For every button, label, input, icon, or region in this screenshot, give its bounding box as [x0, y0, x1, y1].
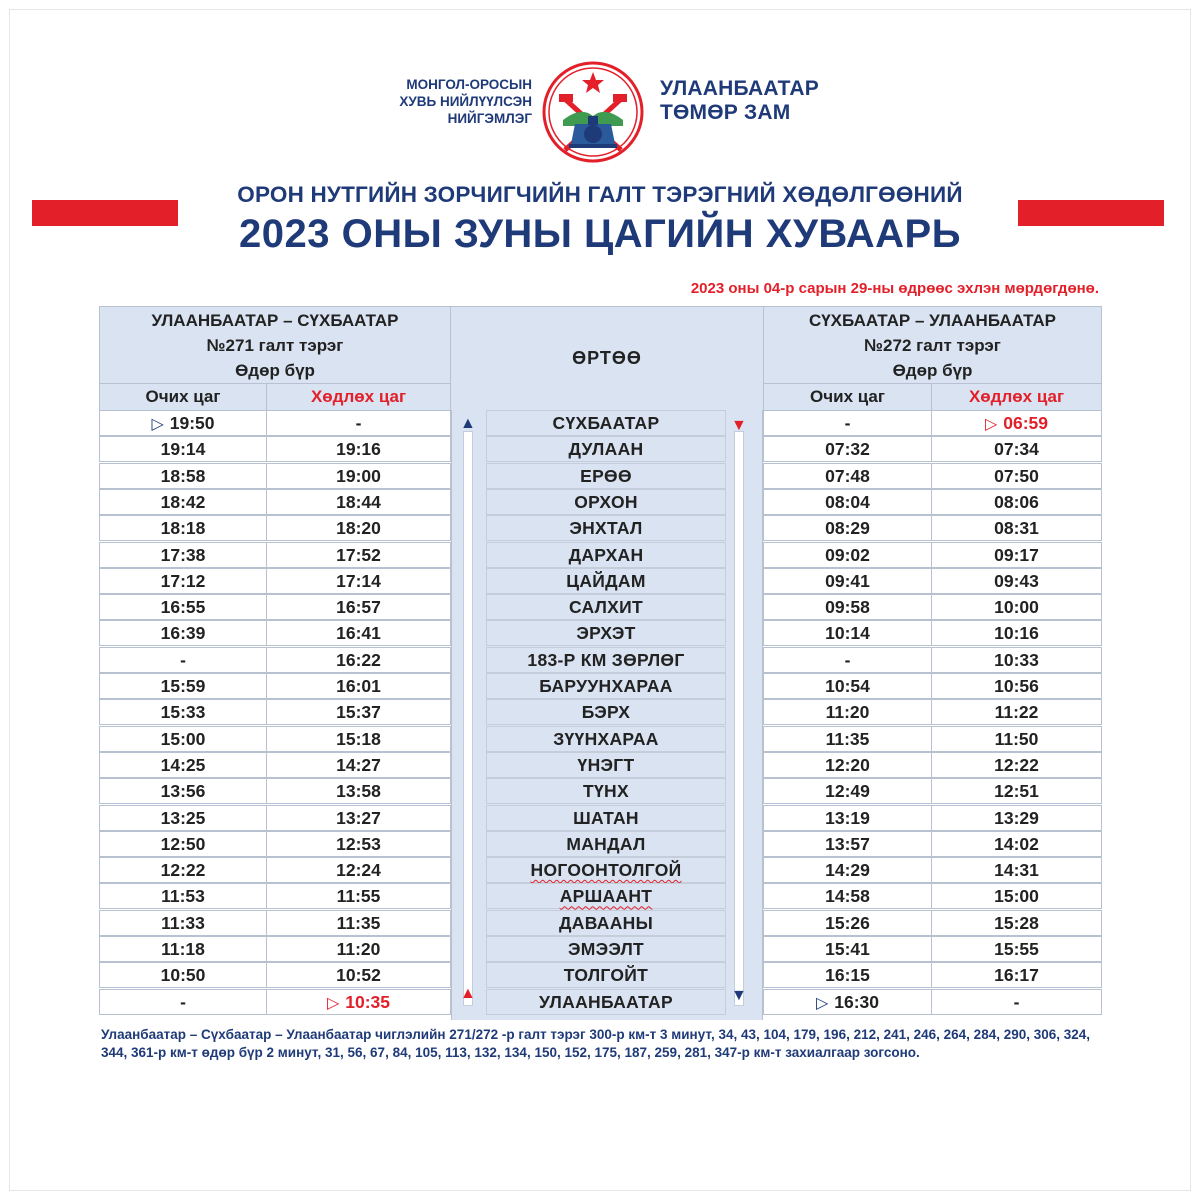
depart-time-271-text: 13:58 [336, 781, 381, 802]
arrive-time-272-text: 16:15 [825, 965, 870, 986]
station-name-text: БАРУУНХАРАА [539, 676, 673, 696]
depart-time-272-text: - [1013, 991, 1020, 1012]
table-row [99, 515, 1102, 541]
org-right-line: ТӨМӨР ЗАМ [660, 101, 791, 124]
arrive-time-271 [99, 778, 267, 804]
arrive-time-272-text: 08:04 [825, 491, 870, 512]
depart-time-271-text: - [355, 413, 362, 433]
station-name-text: ҮНЭГТ [577, 754, 635, 775]
depart-time-272 [931, 831, 1102, 857]
depart-time-271-text: 11:55 [336, 886, 381, 907]
frequency: Өдөр бүр [235, 361, 315, 380]
depart-time-272-text: 11:22 [994, 702, 1039, 723]
arrive-time-272-text: 11:20 [825, 702, 870, 723]
arrive-time-271 [99, 463, 267, 489]
depart-time-272-text: 12:22 [994, 754, 1039, 775]
depart-time-272-text: 08:06 [994, 491, 1039, 512]
station-name [486, 857, 726, 883]
org-name-left [360, 76, 532, 127]
arrive-time-272 [763, 831, 932, 857]
arrive-time-271-text: 13:25 [160, 807, 206, 828]
depart-time-272 [931, 752, 1102, 778]
arrive-time-272-text: 09:41 [825, 570, 870, 591]
depart-time-271 [266, 805, 451, 831]
frequency: Өдөр бүр [892, 361, 973, 380]
arrive-time-271-text: 16:55 [160, 597, 206, 618]
depart-time-272 [931, 936, 1102, 962]
table-row [99, 594, 1102, 620]
station-name-text: МАНДАЛ [566, 833, 646, 854]
depart-time-272 [931, 962, 1102, 988]
arrive-time-271 [99, 620, 267, 646]
org-left-line: ХУВЬ НИЙЛҮҮЛСЭН [399, 94, 532, 109]
depart-time-271-text: 17:52 [336, 544, 381, 565]
station-name-text: ЭРХЭТ [576, 623, 636, 644]
depart-time-271 [266, 568, 451, 594]
arrive-time-271 [99, 962, 267, 988]
arrive-time-271-text: 15:00 [160, 728, 206, 749]
arrive-time-271-text: 17:38 [160, 544, 206, 565]
depart-time-271-text: 19:16 [336, 439, 381, 460]
depart-time-271 [266, 463, 451, 489]
arrow-right-icon: ▷ [984, 416, 998, 433]
arrive-time-271-text: 11:53 [161, 886, 205, 907]
depart-time-271 [266, 620, 451, 646]
station-name [486, 463, 726, 489]
arrive-time-271 [99, 489, 267, 515]
down-arrow-icon: ▼ [731, 417, 747, 434]
arrive-time-271 [99, 752, 267, 778]
depart-time-271-text: 16:57 [336, 597, 381, 618]
depart-time-271 [266, 515, 451, 541]
org-name-right [660, 77, 819, 125]
station-name-text: 183-Р КМ ЗӨРЛӨГ [527, 649, 685, 670]
depart-time-272 [931, 463, 1102, 489]
arrive-time-271 [99, 936, 267, 962]
arrive-time-272 [763, 857, 932, 883]
station-name-text: СҮХБААТАР [552, 413, 660, 433]
arrive-time-272 [763, 410, 932, 436]
depart-time-272-text: 09:43 [994, 570, 1039, 591]
station-name [486, 568, 726, 594]
arrive-time-271 [99, 410, 267, 436]
arrive-time-272 [763, 594, 932, 620]
table-row [99, 410, 1102, 436]
arrive-time-272-text: 10:14 [825, 623, 870, 644]
org-left-line: МОНГОЛ-ОРОСЫН [406, 77, 532, 92]
station-name-text: БЭРХ [581, 702, 631, 723]
depart-time-272 [931, 620, 1102, 646]
arrive-time-271-text: 16:39 [160, 623, 206, 644]
arrive-time-271 [99, 594, 267, 620]
arrive-time-272-text: 09:02 [825, 544, 870, 565]
depart-time-271-text: 16:01 [336, 676, 381, 696]
table-row [99, 647, 1102, 673]
arrive-time-272 [763, 463, 932, 489]
depart-time-272 [931, 436, 1102, 462]
arrive-time-272 [763, 778, 932, 804]
depart-time-272-text: 13:29 [994, 807, 1039, 828]
depart-time-272 [931, 910, 1102, 936]
table-row [99, 989, 1102, 1015]
arrive-time-271 [99, 515, 267, 541]
depart-time-272-text: 06:59 [1003, 413, 1049, 433]
arrive-time-272 [763, 647, 932, 673]
station-name-text: ЭМЭЭЛТ [567, 939, 645, 959]
arrive-time-271-text: 11:33 [161, 912, 205, 933]
arrive-time-271 [99, 883, 267, 909]
station-name [486, 594, 726, 620]
depart-time-272-text: 14:31 [994, 860, 1039, 881]
depart-time-271 [266, 489, 451, 515]
depart-time-271 [266, 857, 451, 883]
depart-time-272-text: 09:17 [994, 544, 1039, 565]
depart-time-272 [931, 989, 1102, 1015]
station-name-text: ТОЛГОЙТ [563, 965, 649, 986]
station-name-text: ТҮНХ [583, 781, 629, 802]
station-name-text: ДАРХАН [568, 544, 644, 565]
station-name-text: ЕРӨӨ [580, 465, 632, 486]
station-name [486, 620, 726, 646]
depart-time-272 [931, 673, 1102, 699]
station-name-text: ОРХОН [574, 491, 638, 512]
footnote: Улаанбаатар – Сүхбаатар – Улаанбаатар чиглэлийн 271/272 -р галт тэрэг 300-р км-т 3 минут, 34, 43, 104, 179, 196, 212, 241, 246, 264, 284, 290, 306, 324, 344, 361-р км-т өдөр бүр 2 минут, 31, 56, 67, 84, 105, 113, 132, 134, 150, 152, 175, 187, 259, 281, 347-р км-т захиалгаар зогсоно. [101, 1027, 1091, 1060]
arrive-time-271-text: - [180, 991, 186, 1012]
title-line-1: ОРОН НУТГИЙН ЗОРЧИГЧИЙН ГАЛТ ТЭРЭГНИЙ ХӨДӨЛГӨӨНИЙ [237, 182, 963, 207]
station-name-text: САЛХИТ [568, 597, 644, 618]
arrive-time-271 [99, 699, 267, 725]
arrive-time-header: Очих цаг [763, 383, 932, 411]
station-name [486, 489, 726, 515]
arrive-time-272-text: 16:30 [834, 991, 880, 1012]
arrive-time-272-text: 14:58 [825, 886, 870, 907]
depart-time-271 [266, 962, 451, 988]
arrive-time-272 [763, 568, 932, 594]
table-row [99, 805, 1102, 831]
arrive-time-272 [763, 752, 932, 778]
depart-time-272 [931, 857, 1102, 883]
arrive-time-272 [763, 726, 932, 752]
arrive-time-271-text: 13:56 [160, 781, 206, 802]
depart-time-272 [931, 647, 1102, 673]
depart-time-271-text: 11:20 [336, 939, 381, 959]
effective-date: 2023 оны 04-р сарын 29-ны өдрөөс эхлэн мөрдөгдөнө. [690, 280, 1099, 297]
arrive-time-272 [763, 436, 932, 462]
arrive-time-272 [763, 673, 932, 699]
arrive-time-272-text: 14:29 [825, 860, 870, 881]
depart-time-271-text: 10:52 [336, 965, 381, 986]
table-row [99, 489, 1102, 515]
depart-time-272-text: 12:51 [994, 781, 1039, 802]
arrow-right-icon: ▷ [151, 416, 164, 433]
org-left-line: НИЙГЭМЛЭГ [447, 111, 532, 126]
station-name-text: АРШААНТ [559, 886, 653, 907]
arrow-right-icon: ▷ [815, 994, 829, 1012]
depart-time-272 [931, 726, 1102, 752]
depart-time-272-text: 14:02 [994, 833, 1039, 854]
depart-time-272 [931, 568, 1102, 594]
depart-time-271-text: 14:27 [336, 754, 381, 775]
arrive-time-272 [763, 805, 932, 831]
station-name [486, 962, 726, 988]
station-name [486, 936, 726, 962]
arrive-time-272-text: 07:32 [825, 439, 870, 460]
arrive-time-271-text: 11:18 [161, 939, 205, 959]
arrive-time-272-text: 11:35 [825, 728, 870, 749]
depart-time-271 [266, 910, 451, 936]
arrive-time-271-text: 18:42 [160, 491, 206, 512]
railway-emblem-logo [541, 60, 645, 164]
station-name-text: ДАВААНЫ [558, 912, 654, 933]
depart-time-271-text: 19:00 [336, 465, 381, 486]
table-row [99, 857, 1102, 883]
arrive-time-272 [763, 699, 932, 725]
table-row [99, 962, 1102, 988]
table-row [99, 752, 1102, 778]
station-name [486, 805, 726, 831]
arrive-time-271 [99, 436, 267, 462]
depart-time-271 [266, 831, 451, 857]
arrive-time-272 [763, 910, 932, 936]
timetable [99, 306, 1102, 1020]
title-line-2: 2023 ОНЫ ЗУНЫ ЦАГИЙН ХУВААРЬ [239, 212, 961, 256]
arrive-time-272-text: 10:54 [825, 676, 870, 696]
depart-time-272-text: 16:17 [994, 965, 1039, 986]
right-route-header [763, 306, 1102, 384]
arrive-time-271 [99, 647, 267, 673]
depart-time-271-text: 13:27 [336, 807, 381, 828]
depart-time-272 [931, 594, 1102, 620]
arrive-time-271-text: 15:33 [160, 702, 206, 723]
station-name-text: НОГООНТОЛГОЙ [530, 860, 682, 881]
depart-time-272 [931, 515, 1102, 541]
arrive-time-271 [99, 831, 267, 857]
depart-time-272-text: 10:33 [994, 649, 1039, 670]
arrive-time-271 [99, 726, 267, 752]
arrive-time-272-text: - [844, 649, 851, 670]
station-name [486, 883, 726, 909]
arrive-time-271 [99, 805, 267, 831]
arrive-time-272-text: 15:26 [825, 912, 870, 933]
depart-time-271 [266, 778, 451, 804]
depart-time-271-text: 17:14 [336, 570, 381, 591]
station-name [486, 673, 726, 699]
depart-time-271-text: 11:35 [336, 912, 381, 933]
depart-time-271-text: 16:22 [336, 649, 381, 670]
arrive-time-272-text: 15:41 [825, 939, 870, 959]
arrive-time-271 [99, 857, 267, 883]
depart-time-271-text: 18:20 [336, 518, 381, 539]
arrive-time-271-text: 18:18 [160, 518, 206, 539]
depart-time-272 [931, 410, 1102, 436]
arrive-time-272 [763, 489, 932, 515]
station-name [486, 831, 726, 857]
table-row [99, 726, 1102, 752]
depart-time-272-text: 15:28 [994, 912, 1039, 933]
depart-time-272-text: 08:31 [994, 518, 1039, 539]
station-name [486, 410, 726, 436]
table-row [99, 910, 1102, 936]
table-row [99, 699, 1102, 725]
arrive-time-271 [99, 568, 267, 594]
arrive-time-271 [99, 910, 267, 936]
arrive-time-272 [763, 515, 932, 541]
route-name: УЛААНБААТАР – СҮХБААТАР [151, 311, 399, 330]
arrive-time-272 [763, 542, 932, 568]
arrive-time-272-text: 08:29 [825, 518, 870, 539]
depart-time-272-text: 11:50 [994, 728, 1039, 749]
station-name [486, 647, 726, 673]
table-row [99, 463, 1102, 489]
station-name [486, 752, 726, 778]
arrive-time-272-text: 13:19 [825, 807, 870, 828]
left-route-header [99, 306, 451, 384]
station-name [486, 910, 726, 936]
station-name-text: ЗҮҮНХАРАА [553, 728, 659, 749]
arrive-time-271-text: 19:14 [160, 439, 206, 460]
depart-time-271-text: 12:24 [336, 860, 381, 881]
arrive-time-header: Очих цаг [99, 383, 267, 411]
table-row [99, 883, 1102, 909]
down-arrow-icon: ▼ [731, 987, 747, 1004]
arrow-right-icon: ▷ [326, 994, 340, 1012]
depart-time-272-text: 10:56 [994, 676, 1039, 696]
up-arrow-icon: ▲ [460, 985, 476, 1002]
depart-time-272-text: 15:00 [994, 886, 1039, 907]
depart-time-272 [931, 489, 1102, 515]
depart-time-272-text: 10:00 [994, 597, 1039, 618]
depart-time-272-text: 07:50 [994, 465, 1039, 486]
station-name [486, 726, 726, 752]
arrive-time-272-text: 12:20 [825, 754, 870, 775]
depart-time-272 [931, 542, 1102, 568]
arrive-time-272-text: 09:58 [825, 597, 870, 618]
depart-time-271 [266, 989, 451, 1015]
station-name-text: ЦАЙДАМ [566, 570, 646, 591]
table-row [99, 568, 1102, 594]
station-column-header: ӨРТӨӨ [450, 306, 764, 411]
depart-time-header: Хөдлөх цаг [931, 383, 1102, 411]
depart-time-271-text: 16:41 [336, 623, 381, 644]
arrive-time-271-text: 12:22 [160, 860, 206, 881]
arrive-time-272 [763, 620, 932, 646]
org-right-line: УЛААНБААТАР [660, 77, 819, 100]
arrive-time-271-text: 10:50 [160, 965, 206, 986]
table-row [99, 673, 1102, 699]
table-row [99, 778, 1102, 804]
arrive-time-272 [763, 883, 932, 909]
table-row [99, 831, 1102, 857]
station-name [486, 436, 726, 462]
arrive-time-271-text: 19:50 [169, 413, 215, 433]
depart-time-271 [266, 594, 451, 620]
table-row [99, 436, 1102, 462]
depart-time-271 [266, 883, 451, 909]
arrive-time-271 [99, 673, 267, 699]
depart-time-271 [266, 936, 451, 962]
station-name-text: ДУЛААН [568, 439, 644, 460]
arrive-time-271 [99, 989, 267, 1015]
depart-time-271 [266, 699, 451, 725]
depart-time-271 [266, 752, 451, 778]
depart-time-271 [266, 410, 451, 436]
depart-time-272 [931, 883, 1102, 909]
depart-time-271 [266, 436, 451, 462]
station-name-text: ШАТАН [573, 807, 639, 828]
arrive-time-271-text: 17:12 [160, 570, 206, 591]
arrive-time-271-text: - [180, 649, 186, 670]
table-row [99, 620, 1102, 646]
station-name [486, 542, 726, 568]
depart-time-271-text: 15:18 [336, 728, 381, 749]
depart-time-272 [931, 778, 1102, 804]
depart-time-271-text: 10:35 [345, 991, 391, 1012]
station-name [486, 699, 726, 725]
station-name-text: УЛААНБААТАР [539, 991, 673, 1012]
depart-time-271 [266, 726, 451, 752]
train-number: №272 галт тэрэг [864, 336, 1001, 355]
arrive-time-271-text: 18:58 [160, 465, 206, 486]
up-arrow-icon: ▲ [460, 415, 476, 432]
arrive-time-272-text: 12:49 [825, 781, 870, 802]
depart-time-271-text: 18:44 [336, 491, 381, 512]
train-number: №271 галт тэрэг [206, 336, 344, 355]
depart-time-272-text: 10:16 [994, 623, 1039, 644]
depart-time-271-text: 15:37 [336, 702, 381, 723]
arrive-time-271-text: 12:50 [160, 833, 206, 854]
depart-time-271-text: 12:53 [336, 833, 381, 854]
station-name [486, 515, 726, 541]
arrive-time-271-text: 14:25 [160, 754, 206, 775]
table-row [99, 936, 1102, 962]
arrive-time-272 [763, 936, 932, 962]
route-name: СҮХБААТАР – УЛААНБААТАР [808, 311, 1057, 330]
depart-time-271 [266, 647, 451, 673]
depart-time-272-text: 07:34 [994, 439, 1039, 460]
depart-time-272 [931, 699, 1102, 725]
depart-time-header: Хөдлөх цаг [266, 383, 451, 411]
arrive-time-272-text: 07:48 [825, 465, 870, 486]
station-name [486, 778, 726, 804]
depart-time-272-text: 15:55 [994, 939, 1039, 959]
arrive-time-272-text: - [844, 413, 851, 433]
table-row [99, 542, 1102, 568]
arrive-time-272-text: 13:57 [825, 833, 870, 854]
depart-time-272 [931, 805, 1102, 831]
arrive-time-272 [763, 989, 932, 1015]
depart-time-271 [266, 542, 451, 568]
station-name-text: ЭНХТАЛ [569, 518, 643, 539]
arrive-time-271 [99, 542, 267, 568]
station-name [486, 989, 726, 1015]
arrive-time-272 [763, 962, 932, 988]
arrive-time-271-text: 15:59 [160, 676, 206, 696]
depart-time-271 [266, 673, 451, 699]
